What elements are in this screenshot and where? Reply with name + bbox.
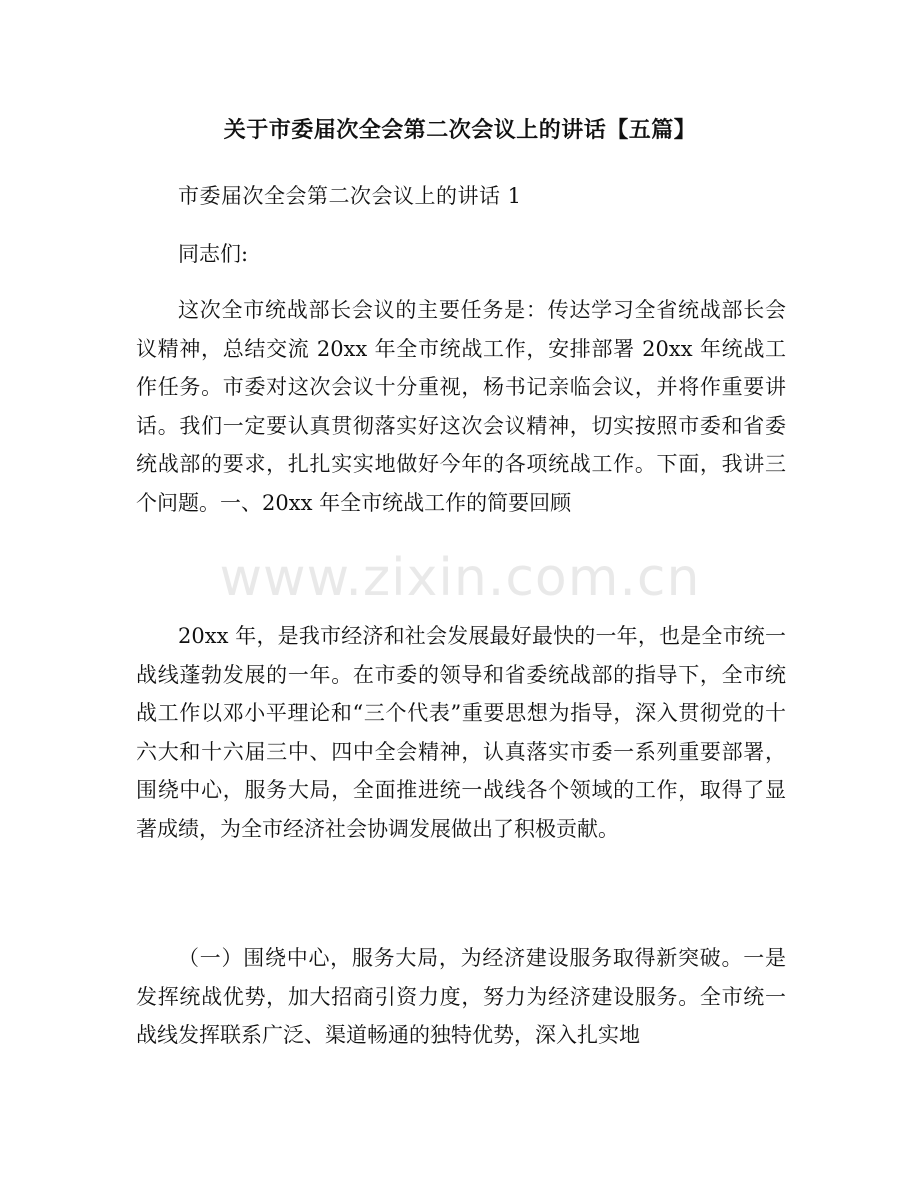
paragraph-3: （一）围绕中心，服务大局，为经济建设服务取得新突破。一是发挥统战优势，加大招商引资力度，努力为经济建设服务。全市统一战线发挥联系广泛、渠道畅通的独特优势，深入扎实地 xyxy=(136,946,786,1047)
document-title: 关于市委届次全会第二次会议上的讲话【五篇】 xyxy=(223,118,697,143)
speech-subtitle: 市委届次全会第二次会议上的讲话 1 xyxy=(178,184,522,208)
paragraph-1: 这次全市统战部长会议的主要任务是：传达学习全省统战部长会议精神，总结交流 20xx 年全市统战工作，安排部署 20xx 年统战工作任务。市委对这次会议十分重视，杨书记亲临会议，并将作重要讲话。我们一定要认真贯彻落实好这次会议精神，切实按照市委和省委统战部的要求，扎扎实实地做好今年的各项统战工作。下面，我讲三个问题。一、20xx 年全市统战工作的简要回顾 xyxy=(136,298,786,515)
paragraph-2: 20xx 年，是我市经济和社会发展最好最快的一年，也是全市统一战线蓬勃发展的一年。在市委的领导和省委统战部的指导下，全市统战工作以邓小平理论和“三个代表”重要思想为指导，深入贯彻党的十六大和十六届三中、四中全会精神，认真落实市委一系列重要部署，围绕中心，服务大局，全面推进统一战线各个领域的工作，取得了显著成绩，为全市经济社会协调发展做出了积极贡献。 xyxy=(136,624,786,841)
greeting: 同志们: xyxy=(178,242,249,266)
watermark: www.zixin.com.cn xyxy=(219,548,701,608)
